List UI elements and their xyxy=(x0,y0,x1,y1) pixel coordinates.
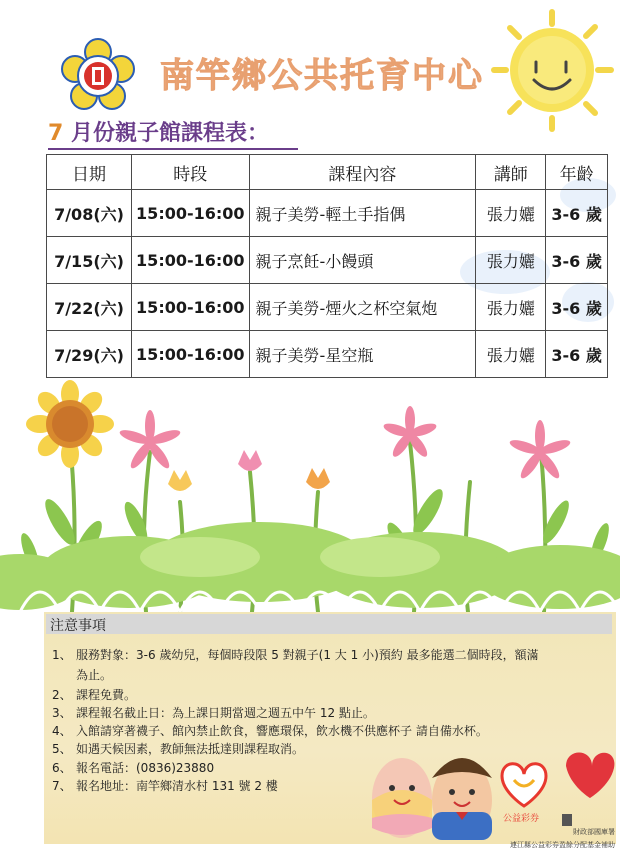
header-course: 課程內容 xyxy=(249,155,476,190)
center-logo xyxy=(60,38,136,114)
note-text: 報名電話：(0836)23880 xyxy=(76,761,215,775)
schedule-title-month: 7 xyxy=(48,121,64,146)
note-text: 課程免費。 xyxy=(76,688,137,702)
header-teacher: 講師 xyxy=(476,155,546,190)
cell-time: 15:00-16:00 xyxy=(132,237,250,284)
garden-illustration xyxy=(0,372,620,622)
note-text: 服務對象：3-6 歲幼兒，每個時段限 5 對親子(1 大 1 小)預約 最多能選二個時段，額滿 xyxy=(76,648,539,662)
table-row xyxy=(47,284,608,331)
schedule-title xyxy=(48,116,269,147)
cell-time: 15:00-16:00 xyxy=(132,190,250,237)
cell-time: 15:00-16:00 xyxy=(132,331,250,378)
sun-illustration xyxy=(490,8,615,133)
note-number: 3、 xyxy=(52,706,72,720)
cell-course: 親子美勞-煙火之杯空氣炮 xyxy=(249,284,476,331)
cell-course: 親子美勞-星空瓶 xyxy=(249,331,476,378)
cell-teacher: 張力孋 xyxy=(476,331,546,378)
cell-age: 3-6 歲 xyxy=(546,237,608,284)
cell-teacher: 張力孋 xyxy=(476,284,546,331)
cell-age: 3-6 歲 xyxy=(546,190,608,237)
cell-date: 7/29(六) xyxy=(47,331,132,378)
cell-date: 7/08(六) xyxy=(47,190,132,237)
egg-characters-illustration xyxy=(366,738,496,848)
table-row xyxy=(47,237,608,284)
note-text: 入館請穿著襪子、館內禁止飲食，響應環保，飲水機不供應杯子 請自備水杯。 xyxy=(76,724,488,738)
notes-header: 注意事項 xyxy=(50,618,106,634)
cell-age: 3-6 歲 xyxy=(546,284,608,331)
table-header-row xyxy=(47,155,608,190)
table-row xyxy=(47,331,608,378)
note-number: 1、 xyxy=(52,648,72,662)
cell-course: 親子烹飪-小饅頭 xyxy=(249,237,476,284)
lottery-label: 公益彩券 xyxy=(503,814,540,824)
note-number: 7、 xyxy=(52,779,72,793)
cell-date: 7/22(六) xyxy=(47,284,132,331)
funding-credit: 連江縣公益彩券盈餘分配基金補助 xyxy=(510,841,615,849)
header-time: 時段 xyxy=(132,155,250,190)
note-text: 如遇天候因素，教師無法抵達則課程取消。 xyxy=(76,742,305,756)
note-number: 4、 xyxy=(52,724,72,738)
cell-date: 7/15(六) xyxy=(47,237,132,284)
note-number: 2、 xyxy=(52,688,72,702)
treasury-label: 財政部國庫署 xyxy=(573,828,615,836)
note-text-continued: 為止。 xyxy=(76,668,113,682)
schedule-title-text: 月份親子館課程表： xyxy=(63,121,269,146)
note-text: 報名地址：南竿鄉清水村 131 號 2 樓 xyxy=(76,779,278,793)
cell-age: 3-6 歲 xyxy=(546,331,608,378)
title-underline xyxy=(48,148,298,150)
note-text: 課程報名截止日：為上課日期當週之週五中午 12 點止。 xyxy=(76,706,375,720)
header-age: 年齡 xyxy=(546,155,608,190)
table-row xyxy=(47,190,608,237)
cell-time: 15:00-16:00 xyxy=(132,284,250,331)
course-schedule-table xyxy=(46,154,608,378)
notes-header-bar xyxy=(46,614,612,634)
cell-teacher: 張力孋 xyxy=(476,190,546,237)
header-date: 日期 xyxy=(47,155,132,190)
note-number: 5、 xyxy=(52,742,72,756)
center-name: 南竿鄉公共托育中心 xyxy=(160,56,484,96)
cell-teacher: 張力孋 xyxy=(476,237,546,284)
note-number: 6、 xyxy=(52,761,72,775)
cell-course: 親子美勞-輕土手指偶 xyxy=(249,190,476,237)
